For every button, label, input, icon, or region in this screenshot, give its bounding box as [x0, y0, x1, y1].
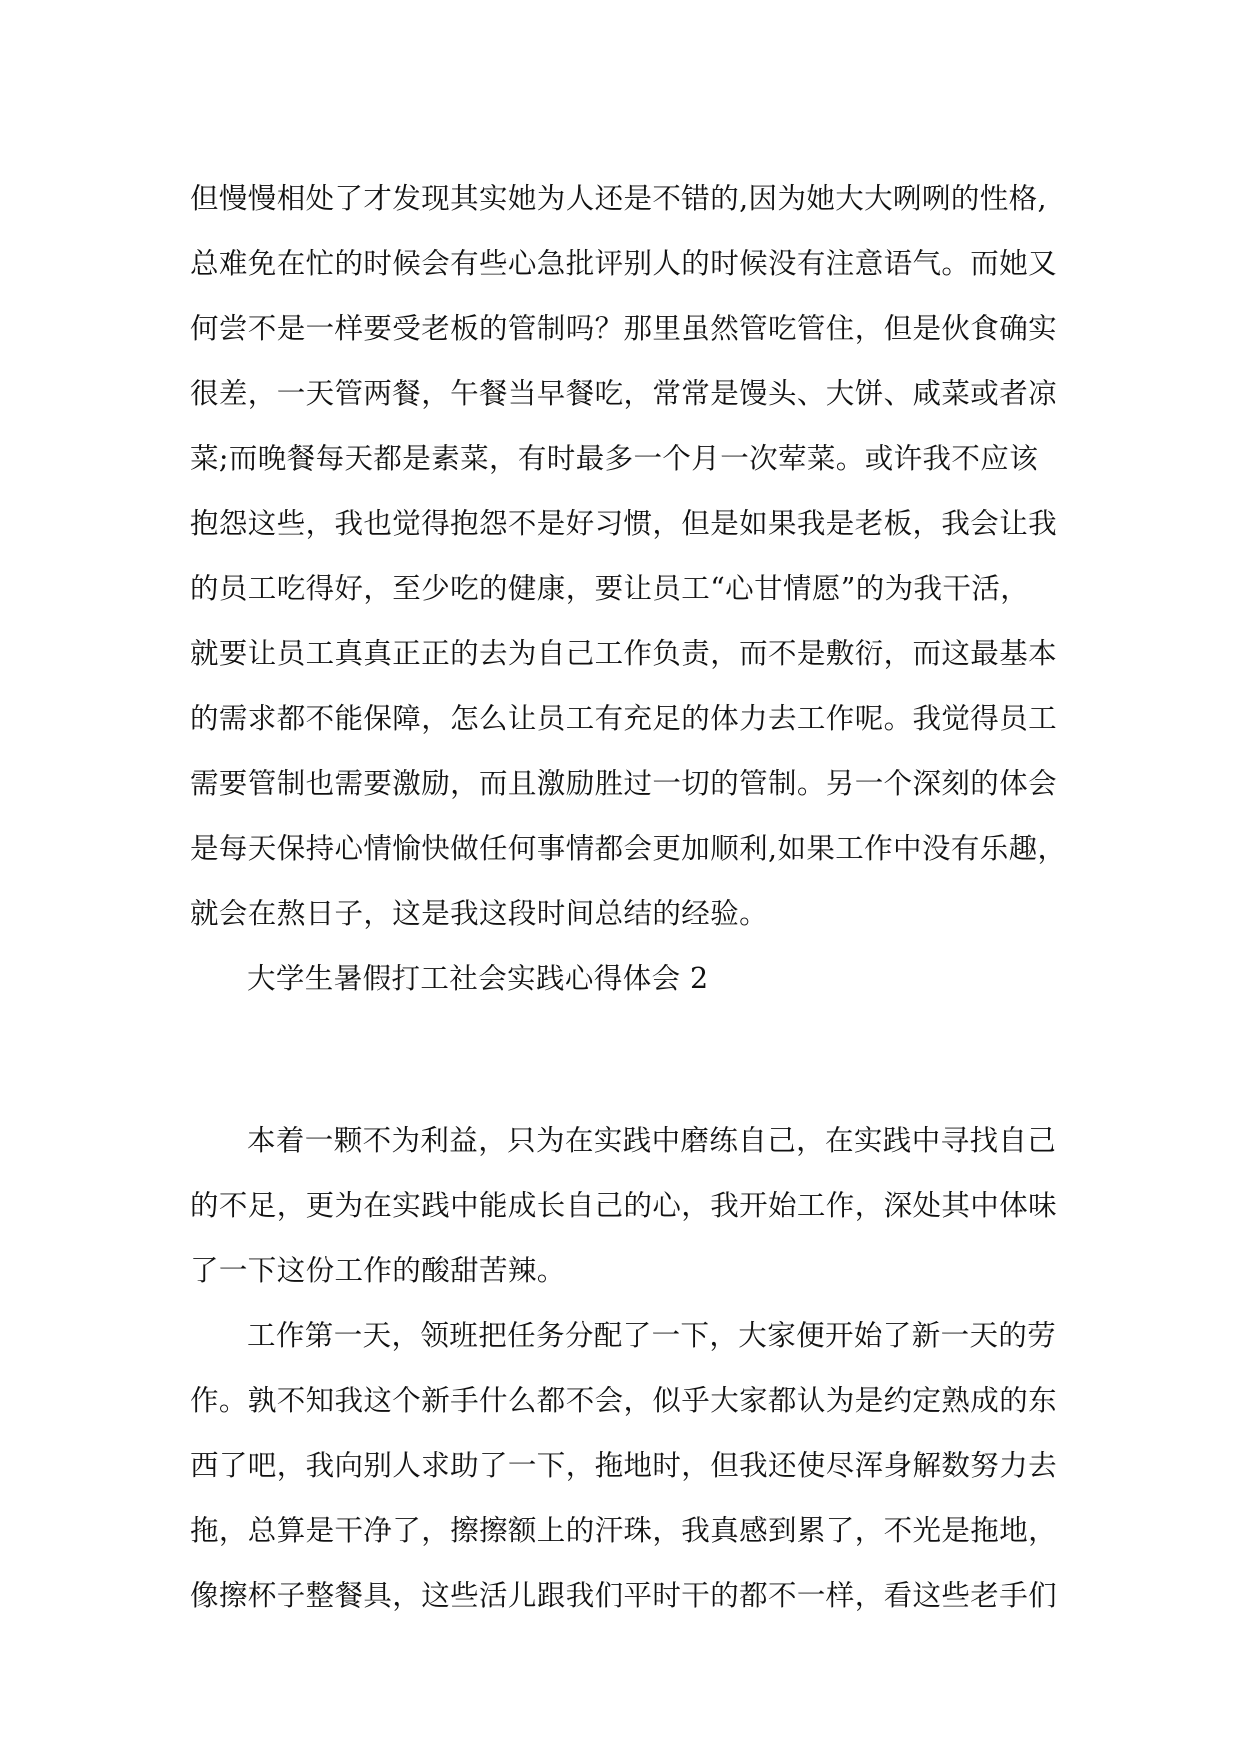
paragraph-continued [190, 166, 1075, 946]
text-line: 抱怨这些，我也觉得抱怨不是好习惯，但是如果我是老板，我会让我 [190, 507, 1058, 540]
text-line: 本着一颗不为利益，只为在实践中磨练自己，在实践中寻找自己 [247, 1124, 1057, 1157]
text-line: 总难免在忙的时候会有些心急批评别人的时候没有注意语气。而她又 [190, 247, 1058, 280]
text-line: 像擦杯子整餐具，这些活儿跟我们平时干的都不一样，看这些老手们 [190, 1579, 1058, 1612]
text-line: 作。孰不知我这个新手什么都不会，似乎大家都认为是约定熟成的东 [190, 1384, 1058, 1417]
text-line: 的员工吃得好，至少吃的健康，要让员工“心甘情愿”的为我干活， [190, 572, 1030, 605]
text-line: 菜;而晚餐每天都是素菜，有时最多一个月一次荤菜。或许我不应该 [190, 442, 1039, 475]
paragraph-2 [190, 1108, 1075, 1303]
text-line: 但慢慢相处了才发现其实她为人还是不错的,因为她大大咧咧的性格, [190, 182, 1048, 215]
text-line: 就会在熬日子，这是我这段时间总结的经验。 [190, 897, 769, 930]
text-line: 很差，一天管两餐，午餐当早餐吃，常常是馒头、大饼、咸菜或者凉 [190, 377, 1058, 410]
text-line: 需要管制也需要激励，而且激励胜过一切的管制。另一个深刻的体会 [190, 767, 1058, 800]
text-line: 就要让员工真真正正的去为自己工作负责，而不是敷衍，而这最基本 [190, 637, 1058, 670]
text-line: 的需求都不能保障，怎么让员工有充足的体力去工作呢。我觉得员工 [190, 702, 1058, 735]
document-body [190, 166, 1075, 1628]
text-line: 是每天保持心情愉快做任何事情都会更加顺利,如果工作中没有乐趣， [190, 832, 1067, 865]
text-line: 了一下这份工作的酸甜苦辣。 [190, 1254, 566, 1287]
text-line: 工作第一天，领班把任务分配了一下，大家便开始了新一天的劳 [247, 1319, 1057, 1352]
section-title: 大学生暑假打工社会实践心得体会 2 [247, 962, 709, 995]
text-line: 西了吧，我向别人求助了一下，拖地时，但我还使尽浑身解数努力去 [190, 1449, 1058, 1482]
paragraph-3 [190, 1303, 1075, 1628]
text-line: 拖，总算是干净了，擦擦额上的汗珠，我真感到累了，不光是拖地， [190, 1514, 1058, 1547]
text-line: 的不足，更为在实践中能成长自己的心，我开始工作，深处其中体味 [190, 1189, 1058, 1222]
text-line: 何尝不是一样要受老板的管制吗？那里虽然管吃管住，但是伙食确实 [190, 312, 1058, 345]
